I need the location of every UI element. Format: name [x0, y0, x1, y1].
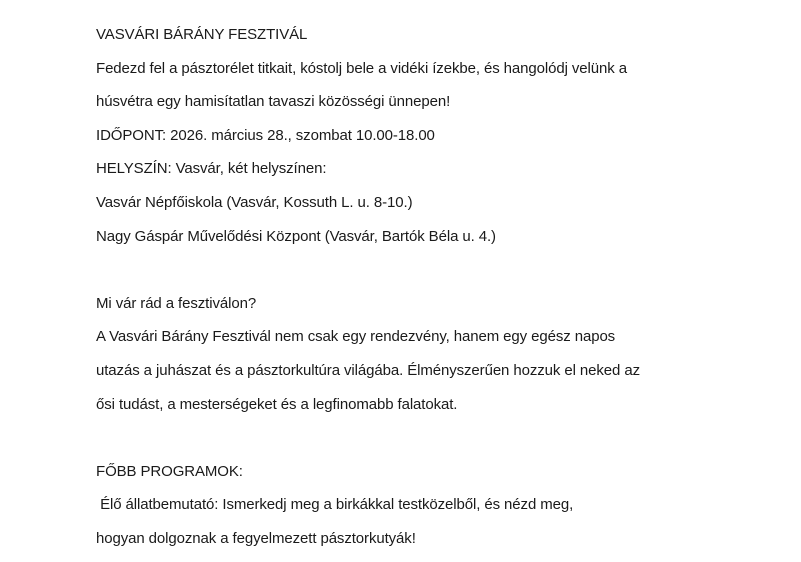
- blank-line: [96, 259, 736, 293]
- intro-line-1: Fedezd fel a pásztorélet titkait, kóstolj bele a vidéki ízekbe, és hangolódj velünk a: [96, 59, 627, 77]
- program-line-2: hogyan dolgoznak a fegyelmezett pásztorkutyák!: [96, 529, 416, 547]
- section-question: Mi vár rád a fesztiválon?: [96, 294, 257, 312]
- location-line: HELYSZÍN: Vasvár, két helyszínen:: [96, 160, 327, 178]
- intro-line-2: húsvétra egy hamisítatlan tavaszi közösségi ünnepen!: [96, 93, 451, 111]
- program-line-1: Élő állatbemutató: Ismerkedj meg a birkákkal testközelből, és nézd meg,: [96, 496, 574, 514]
- programs-heading: FŐBB PROGRAMOK:: [96, 462, 243, 480]
- date-line: IDŐPONT: 2026. március 28., szombat 10.00-18.00: [96, 126, 435, 144]
- description-line-1: A Vasvári Bárány Fesztivál nem csak egy rendezvény, hanem egy egész napos: [96, 328, 616, 346]
- blank-line: [96, 427, 736, 461]
- description-line-2: utazás a juhászat és a pásztorkultúra világába. Élményszerűen hozzuk el neked az: [96, 361, 640, 379]
- description-line-3: ősi tudást, a mesterségeket és a legfinomabb falatokat.: [96, 395, 458, 413]
- document-body: [96, 24, 736, 562]
- venue-2: Nagy Gáspár Művelődési Központ (Vasvár, Bartók Béla u. 4.): [96, 227, 496, 245]
- venue-1: Vasvár Népfőiskola (Vasvár, Kossuth L. u. 8-10.): [96, 193, 413, 211]
- document-title: VASVÁRI BÁRÁNY FESZTIVÁL: [96, 26, 308, 43]
